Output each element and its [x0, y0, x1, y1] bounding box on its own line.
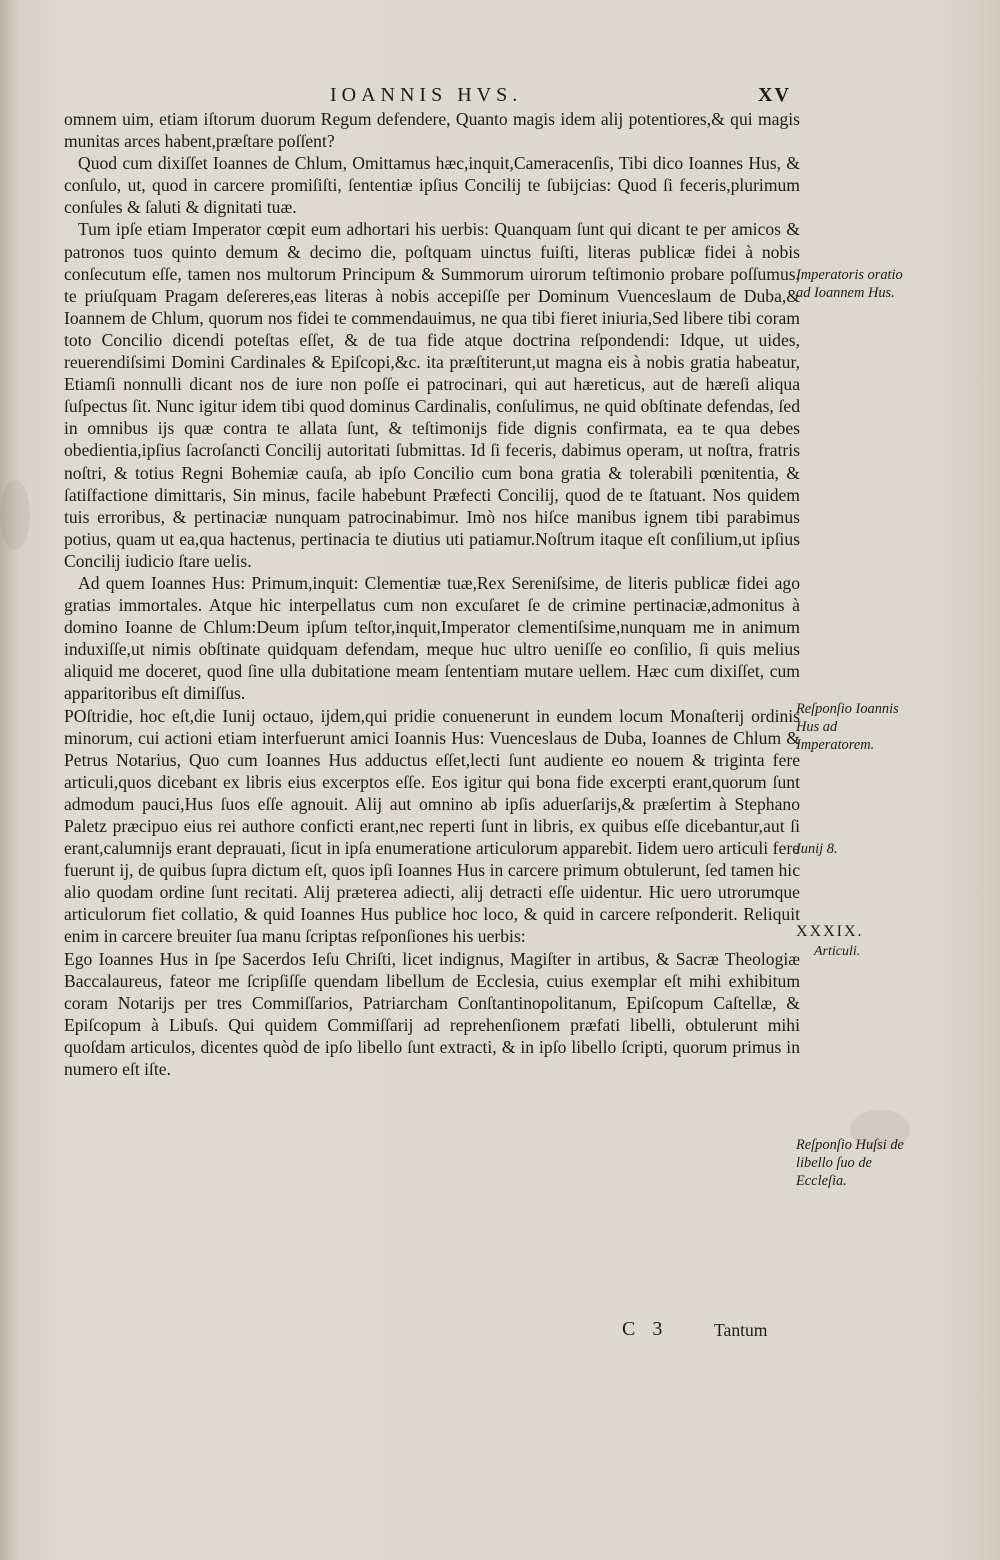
- paragraph-5: POſtridie, hoc eſt,die Iunij octauo, ijdem,qui pridie conuenerunt in eundem locum Monaſterij ordinis minorum, cui actioni etiam interfuerunt amici Ioannis Hus: Vuenceslaus de Duba, Ioannes de Chlum & Petrus Notarius, Quo cum Ioannes Hus adductus eſſet,lecti ſunt audiente eo nouem & triginta fere articuli,quos dicebant ex libris eius excerptos eſſe. Eos igitur qui bona fide excerpti erant,quorum ſunt admodum pauci,Hus ſuos eſſe agnouit. Alij aut omnino ab ipſis aduerſarijs,& præſertim à Stephano Paletz præcipuo eius rei authore conficti erant,nec reperti ſunt in libris, ex quibus eſſe dicebantur,aut ſi erant,calumnijs erant deprauati, ſicut in ipſa enumeratione articulorum apparebit. Iidem uero articuli fere fuerunt ij, de quibus ſupra dictum eſt, quos ipſi Ioannes Hus in carcere primum obtulerunt, ſed tamen hic alio quodam ordine ſunt recitati. Alij præterea adiecti, alij detracti eſſe uidentur. Hic uero utrorumque articulorum fiet collatio, & quid Ioannes Hus publice hoc loco, & quid in carcere reſponderit. Reliquit enim in carcere breuiter ſua manu ſcriptas reſponſiones his uerbis:: [64, 705, 800, 947]
- running-title: IOANNIS HVS.: [330, 84, 523, 106]
- articles-word: Articuli.: [814, 944, 861, 959]
- main-text-block: [64, 108, 800, 1080]
- paragraph-1: omnem uim, etiam iſtorum duorum Regum defendere, Quanto magis idem alij potentiores,& qui magis munitas arces habent,præſtare poſſent?: [64, 109, 800, 152]
- margin-note-imperator: Imperatoris oratio ad Ioannem Hus.: [796, 267, 903, 301]
- folio-number: XV: [758, 84, 791, 106]
- paragraph-3: Tum ipſe etiam Imperator cœpit eum adhortari his uerbis: Quanquam ſunt qui dicant te per amicos & patronos tuos quinto demum & decimo die, poſtquam uinctus fuiſti, literas publicæ fidei à nobis conſecutum eſſe, tamen nos multorum Principum & Summorum uirorum teſtimonio probare poſſumus, te priuſquam Pragam deſereres,eas literas à nobis accepiſſe per Dominum Vuenceslaum de Duba,& Ioannem de Chlum, quorum nos fidei te commendauimus, ne qua tibi fieret iniuria,Sed libere tibi coram toto Concilio dicendi poteſtas eſſet, & de tua fide atque doctrina reſpondendi: Idque, ut uides, reuerendiſsimi Domini Cardinales & Epiſcopi,&c. ita præſtiterunt,ut magna eis à nobis gratia habeatur, Etiamſi nonnulli dicant nos de iure non poſſe ei patrocinari, qui aut hæreticus, aut de hæreſi aliqua ſuſpectus ſit. Nunc igitur idem tibi quod dominus Cardinalis, conſulimus, ne quid obſtinate defendas, ſed in omnibus ijs quæ contra te allata ſunt, & teſtimonijs fide dignis confirmata, ea te qua debes obedientia,ipſius ſacroſancti Concilij autoritati ſubmittas. Id ſi feceris, dabimus operam, ut noſtra, fratris noſtri, & totius Regni Bohemiæ cauſa, ab ipſo Concilio cum bona gratia & tolerabili pœnitentia, & ſatiſfactione dimittaris, Sin minus, facile habebunt Præfecti Concilij, quod de te ſtatuant. Nos quidem tuis erroribus, & pertinaciæ nunquam patrocinabimur. Imò nos hiſce manibus ignem tibi parabimus potius, quam ut ea,qua hactenus, pertinacia te diutius uti patiamur.Noſtrum itaque eſt conſilium,ut ipſius Concilij iudicio ſtare uelis.: [64, 219, 800, 571]
- paragraph-2: Quod cum dixiſſet Ioannes de Chlum, Omittamus hæc,inquit,Cameracenſis, Tibi dico Ioannes Hus, & conſulo, ut, quod in carcere promiſiſti, ſententiæ ipſius Concilij te ſubijcias: Quod ſi feceris,plurimum conſules & ſaluti & dignitati tuæ.: [64, 153, 800, 218]
- catchword: Tantum: [714, 1320, 768, 1340]
- margin-note-date: Iunij 8.: [796, 841, 838, 857]
- margin-note-articles: [796, 922, 908, 962]
- margin-note-libello: Reſponſio Huſsi de libello ſuo de Eccleſia.: [796, 1137, 904, 1189]
- paragraph-6: Ego Ioannes Hus in ſpe Sacerdos Ieſu Chriſti, licet indignus, Magiſter in artibus, & Sacræ Theologiæ Baccalaureus, fateor me ſcripſiſſe quendam libellum de Ecclesia, cuius exemplar eſt mihi exhibitum coram Notarijs per tres Commiſſarios, Patriarcham Conſtantinopolitanum, Epiſcopum Caſtellæ, & Epiſcopum à Libuſs. Qui quidem Commiſſarij ad reprehenſionem præfati libelli, obtulerunt mihi quoſdam articulos, dicentes quòd de ipſo libello ſunt extracti, & in ipſo libello ſcripti, quorum primus in numero eſt iſte.: [64, 948, 800, 1080]
- paragraph-4: Ad quem Ioannes Hus: Primum,inquit: Clementiæ tuæ,Rex Sereniſsime, de literis publicæ fidei ago gratias immortales. Atque hic interpellatus cum non excuſaret ſe de crimine pertinaciæ,admonitus à domino Ioanne de Chlum:Deum ipſum teſtor,inquit,Imperator clementiſsime,nunquam me in animum induxiſſe,ut nimis obſtinate quidquam defendam, meque huc ultro ueniſſe eo conſilio, ſi quis melius aliquid me doceret, quod ſine ulla dubitatione meam ſententiam mutare uellem. Hæc cum dixiſſet, cum apparitoribus eſt dimiſſus.: [64, 572, 800, 704]
- signature-mark: C 3: [622, 1318, 669, 1340]
- stain-left: [0, 480, 30, 550]
- articles-numeral: XXXIX.: [796, 923, 864, 940]
- margin-note-responsio: Reſponſio Ioannis Hus ad Imperatorem.: [796, 701, 899, 753]
